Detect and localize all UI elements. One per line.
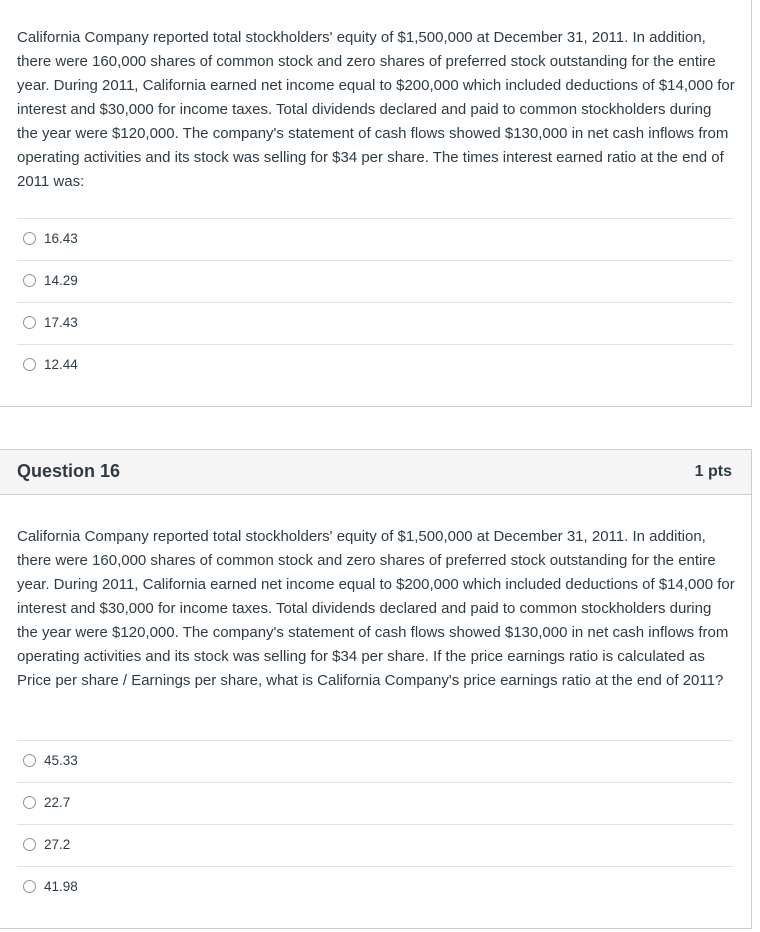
question-16-card [0, 449, 752, 929]
question-header [0, 450, 751, 495]
question-16-text: California Company reported total stockholders' equity of $1,500,000 at December 31, 2011. In addition, there were 160,000 shares of common stock and zero shares of preferred stock outstanding for the entire year. During 2011, California earned net income equal to $200,000 which included deductions of $14,000 for interest and $30,000 for income taxes. Total dividends declared and paid to common stockholders during the year were $120,000. The company's statement of cash flows showed $130,000 in net cash inflows from operating activities and its stock was selling for $34 per share. If the price earnings ratio is calculated as Price per share / Earnings per share, what is California Company's price earnings ratio at the end of 2011? [17, 528, 735, 689]
answer-option[interactable] [17, 344, 733, 386]
radio-button[interactable] [23, 880, 36, 893]
question-title: Question 16 [17, 461, 121, 481]
answer-option[interactable] [17, 866, 733, 908]
question-points: 1 pts [694, 463, 732, 480]
answer-label[interactable]: 12.44 [44, 357, 78, 372]
answer-label[interactable]: 14.29 [44, 273, 78, 288]
answer-label[interactable]: 27.2 [44, 837, 71, 852]
answer-label[interactable]: 45.33 [44, 753, 78, 768]
answer-option[interactable] [17, 218, 733, 260]
answer-label[interactable]: 22.7 [44, 795, 71, 810]
answer-option[interactable] [17, 260, 733, 302]
radio-button[interactable] [23, 232, 36, 245]
answer-label[interactable]: 17.43 [44, 315, 78, 330]
answer-option[interactable] [17, 302, 733, 344]
answer-option[interactable] [17, 824, 733, 866]
radio-button[interactable] [23, 316, 36, 329]
question-16-answers [17, 740, 733, 908]
radio-button[interactable] [23, 274, 36, 287]
answer-label[interactable]: 16.43 [44, 231, 78, 246]
radio-button[interactable] [23, 358, 36, 371]
answer-option[interactable] [17, 782, 733, 824]
radio-button[interactable] [23, 796, 36, 809]
question-15-text: California Company reported total stockholders' equity of $1,500,000 at December 31, 2011. In addition, there were 160,000 shares of common stock and zero shares of preferred stock outstanding for the entire year. During 2011, California earned net income equal to $200,000 which included deductions of $14,000 for interest and $30,000 for income taxes. Total dividends declared and paid to common stockholders during the year were $120,000. The company's statement of cash flows showed $130,000 in net cash inflows from operating activities and its stock was selling for $34 per share. The times interest earned ratio at the end of 2011 was: [17, 29, 735, 190]
radio-button[interactable] [23, 838, 36, 851]
answer-label[interactable]: 41.98 [44, 879, 78, 894]
radio-button[interactable] [23, 754, 36, 767]
question-15-card [0, 0, 752, 407]
answer-option[interactable] [17, 740, 733, 782]
question-15-answers [17, 218, 733, 386]
